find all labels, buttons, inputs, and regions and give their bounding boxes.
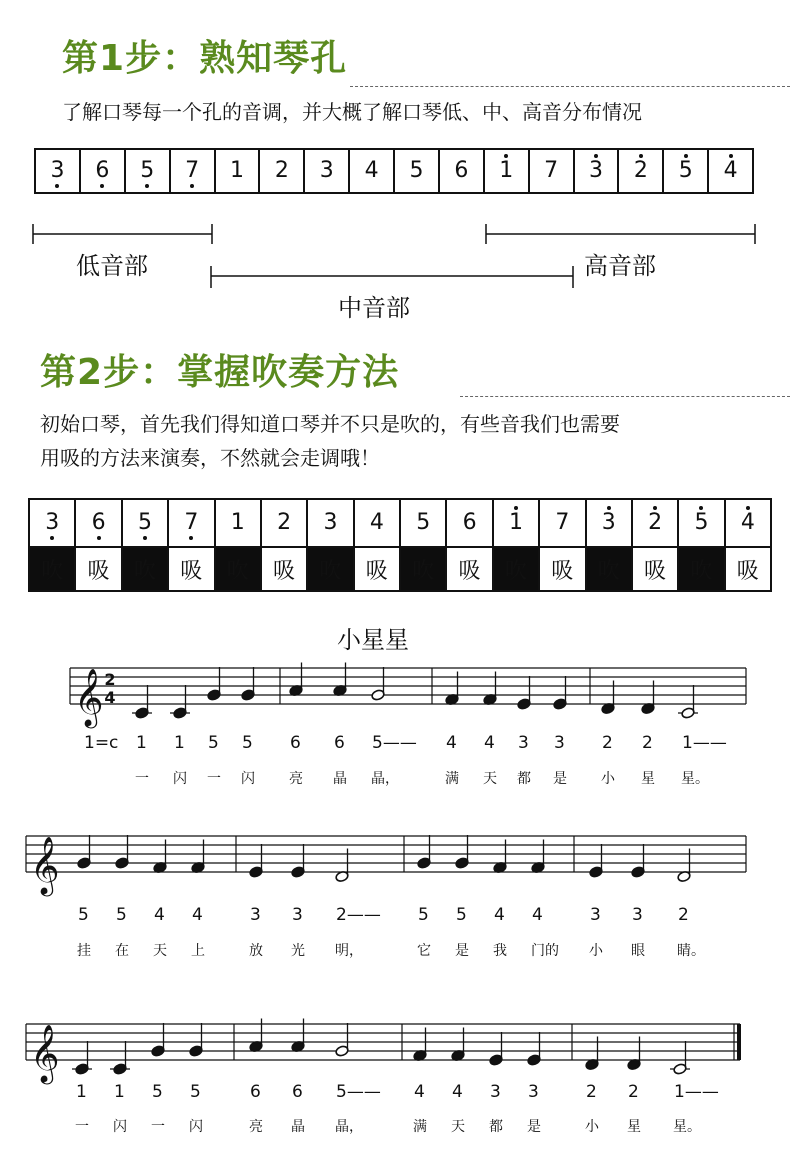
- lyric-char: 满: [413, 1119, 427, 1135]
- hole-note: 2: [633, 158, 648, 183]
- lyric-char: 亮: [249, 1119, 263, 1135]
- draw-cell: 吸: [632, 547, 678, 591]
- jianpu-note: 2——: [336, 905, 381, 925]
- hole-note: 5: [140, 158, 155, 183]
- jianpu-note: 5: [242, 733, 253, 753]
- lyric-char: 晶，: [335, 1119, 363, 1135]
- lyric-char: 星: [641, 771, 655, 787]
- lyric-char: 是: [527, 1119, 541, 1135]
- jianpu-note: 6: [292, 1082, 303, 1102]
- lyric-char: 小: [589, 943, 603, 959]
- jianpu-note: 1: [114, 1082, 125, 1102]
- hole-note: 4: [740, 510, 755, 535]
- lyric-char: 放: [249, 943, 263, 959]
- lyric-char: 在: [115, 943, 129, 959]
- hole-note: 6: [91, 510, 106, 535]
- step2-description-line2: 用吸的方法来演奏，不然就会走调哦！: [40, 446, 380, 470]
- hole-note: 4: [364, 158, 379, 183]
- step2-title: 第2步：掌握吹奏方法: [40, 352, 400, 393]
- lyric-char: 都: [489, 1119, 503, 1135]
- jianpu-note: 2: [586, 1082, 597, 1102]
- jianpu-note: 3: [490, 1082, 501, 1102]
- hole-note: 5: [694, 510, 709, 535]
- lyric-char: 亮: [289, 771, 303, 787]
- hole-note: 2: [648, 510, 663, 535]
- hole-note: 2: [277, 510, 292, 535]
- step1-description: 了解口琴每一个孔的音调，并大概了解口琴低、中、高音分布情况: [62, 100, 642, 124]
- lyric-char: 一: [75, 1119, 89, 1135]
- hole-note: 1: [499, 158, 514, 183]
- hole-note: 7: [184, 510, 199, 535]
- hole-note: 6: [462, 510, 477, 535]
- step1-title: 第1步：熟知琴孔: [62, 38, 348, 79]
- jianpu-note: 4: [446, 733, 457, 753]
- lyric-char: 小: [601, 771, 615, 787]
- blow-cell: 吹: [215, 547, 261, 591]
- lyric-char: 星。: [681, 771, 709, 787]
- lyric-char: 光: [291, 943, 305, 959]
- hole-note: 1: [508, 510, 523, 535]
- jianpu-note: 1——: [674, 1082, 719, 1102]
- draw-cell: 吸: [539, 547, 585, 591]
- hole-note: 6: [95, 158, 110, 183]
- hole-note: 3: [50, 158, 65, 183]
- blow-cell: 吹: [400, 547, 446, 591]
- lyric-char: 晶: [291, 1119, 305, 1135]
- blow-cell: 吹: [493, 547, 539, 591]
- treble-clef-icon: 𝄞: [30, 836, 60, 894]
- lyric-char: 星: [627, 1119, 641, 1135]
- final-barline-thick: [737, 1024, 741, 1060]
- blow-cell: 吹: [122, 547, 168, 591]
- lyric-char: 我: [493, 943, 507, 959]
- jianpu-note: 4: [452, 1082, 463, 1102]
- lyric-char: 它: [417, 943, 431, 959]
- hole-note: 3: [323, 510, 338, 535]
- lyric-char: 一: [135, 771, 149, 787]
- lyric-char: 是: [455, 943, 469, 959]
- jianpu-note: 1: [174, 733, 185, 753]
- draw-cell: 吸: [725, 547, 771, 591]
- jianpu-note: 4: [494, 905, 505, 925]
- jianpu-note: 6: [290, 733, 301, 753]
- jianpu-note: 4: [154, 905, 165, 925]
- jianpu-note: 6: [250, 1082, 261, 1102]
- blow-cell: 吹: [307, 547, 353, 591]
- lyric-char: 满: [445, 771, 459, 787]
- hole-note: 7: [185, 158, 200, 183]
- low-range-label: 低音部: [76, 252, 148, 280]
- lyric-char: 上: [191, 943, 205, 959]
- lyric-char: 天: [451, 1119, 465, 1135]
- hole-note: 4: [369, 510, 384, 535]
- jianpu-note: 3: [518, 733, 529, 753]
- jianpu-note: 5: [116, 905, 127, 925]
- draw-cell: 吸: [446, 547, 492, 591]
- high-range-label: 高音部: [584, 252, 656, 280]
- hole-note: 4: [723, 158, 738, 183]
- jianpu-note: 2: [642, 733, 653, 753]
- lyric-char: 门的: [531, 943, 559, 959]
- hole-note: 5: [409, 158, 424, 183]
- time-signature-top: 2: [104, 670, 116, 689]
- hole-note: 5: [137, 510, 152, 535]
- hole-note: 3: [45, 510, 60, 535]
- hole-note: 1: [230, 510, 245, 535]
- draw-cell: 吸: [75, 547, 121, 591]
- jianpu-note: 3: [554, 733, 565, 753]
- treble-clef-icon: 𝄞: [30, 1024, 60, 1082]
- step2-description-line1: 初始口琴，首先我们得知道口琴并不只是吹的，有些音我们也需要: [40, 412, 620, 436]
- lyric-char: 一: [151, 1119, 165, 1135]
- song-title: 小星星: [337, 626, 409, 654]
- jianpu-note: 2: [628, 1082, 639, 1102]
- key-signature: 1=c: [84, 733, 119, 753]
- lyric-char: 闪: [189, 1119, 203, 1135]
- hole-note: 5: [416, 510, 431, 535]
- jianpu-note: 4: [484, 733, 495, 753]
- jianpu-note: 5: [208, 733, 219, 753]
- jianpu-note: 4: [532, 905, 543, 925]
- hole-note: 1: [229, 158, 244, 183]
- lyric-char: 晶，: [371, 771, 399, 787]
- blow-cell: 吹: [586, 547, 632, 591]
- hole-note: 3: [601, 510, 616, 535]
- blow-cell: 吹: [678, 547, 724, 591]
- jianpu-note: 2: [602, 733, 613, 753]
- hole-note: 7: [544, 158, 559, 183]
- hole-note: 5: [678, 158, 693, 183]
- draw-cell: 吸: [261, 547, 307, 591]
- lyric-char: 天: [483, 771, 497, 787]
- jianpu-note: 5——: [372, 733, 417, 753]
- jianpu-note: 3: [292, 905, 303, 925]
- lyric-char: 眼: [631, 943, 645, 959]
- jianpu-note: 1: [136, 733, 147, 753]
- jianpu-note: 5——: [336, 1082, 381, 1102]
- lyric-char: 晶: [333, 771, 347, 787]
- jianpu-note: 2: [678, 905, 689, 925]
- jianpu-note: 5: [152, 1082, 163, 1102]
- draw-cell: 吸: [168, 547, 214, 591]
- jianpu-note: 5: [418, 905, 429, 925]
- jianpu-note: 3: [590, 905, 601, 925]
- lyric-char: 都: [517, 771, 531, 787]
- hole-note: 6: [454, 158, 469, 183]
- jianpu-note: 4: [192, 905, 203, 925]
- jianpu-note: 4: [414, 1082, 425, 1102]
- treble-clef-icon: 𝄞: [74, 668, 104, 726]
- jianpu-note: 3: [632, 905, 643, 925]
- jianpu-note: 5: [78, 905, 89, 925]
- lyric-char: 小: [585, 1119, 599, 1135]
- lyric-char: 一: [207, 771, 221, 787]
- draw-cell: 吸: [354, 547, 400, 591]
- jianpu-note: 3: [528, 1082, 539, 1102]
- jianpu-note: 5: [456, 905, 467, 925]
- jianpu-note: 5: [190, 1082, 201, 1102]
- jianpu-note: 1——: [682, 733, 727, 753]
- hole-note: 7: [555, 510, 570, 535]
- time-signature-bottom: 4: [104, 688, 116, 707]
- hole-note: 3: [319, 158, 334, 183]
- mid-range-label: 中音部: [338, 294, 410, 322]
- hole-note: 3: [588, 158, 603, 183]
- lyric-char: 明，: [335, 943, 363, 959]
- jianpu-note: 3: [250, 905, 261, 925]
- lyric-char: 闪: [241, 771, 255, 787]
- jianpu-note: 6: [334, 733, 345, 753]
- lyric-char: 是: [553, 771, 567, 787]
- hole-note: 2: [274, 158, 289, 183]
- lyric-char: 天: [153, 943, 167, 959]
- lyric-char: 星。: [673, 1119, 701, 1135]
- lyric-char: 睛。: [677, 943, 705, 959]
- jianpu-note: 1: [76, 1082, 87, 1102]
- lyric-char: 闪: [113, 1119, 127, 1135]
- lyric-char: 挂: [77, 943, 91, 959]
- lyric-char: 闪: [173, 771, 187, 787]
- blow-cell: 吹: [29, 547, 75, 591]
